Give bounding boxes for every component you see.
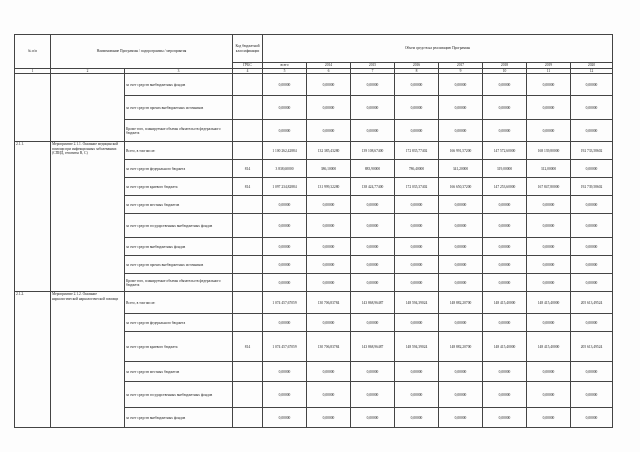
- amount-cell: 0,00000: [439, 362, 483, 382]
- amount-cell: 148 415,40000: [527, 292, 571, 314]
- amount-cell: 0,00000: [483, 238, 527, 256]
- amount-cell: 0,00000: [395, 362, 439, 382]
- funding-source-label: за счет средств государственных внебюджетных фондов: [125, 214, 233, 238]
- table-body: [15, 74, 613, 428]
- amount-cell: 0,00000: [439, 120, 483, 142]
- amount-cell: 130 706,83784: [307, 332, 351, 362]
- amount-cell: 0,00000: [483, 120, 527, 142]
- amount-cell: 0,00000: [483, 256, 527, 274]
- amount-cell: 0,00000: [351, 74, 395, 96]
- funding-source-label: за счет средств внебюджетных фондов: [125, 238, 233, 256]
- amount-cell: 147 572,60000: [483, 142, 527, 160]
- table-row: [15, 74, 613, 96]
- amount-cell: 0,00000: [527, 362, 571, 382]
- amount-cell: 1 074 457,67059: [263, 332, 307, 362]
- item-number: 2.1.1.: [15, 142, 51, 292]
- header-name: Наименование Программы / подпрограммы / мероприятия: [51, 35, 233, 69]
- amount-cell: 0,00000: [263, 214, 307, 238]
- amount-cell: 0,00000: [527, 238, 571, 256]
- amount-cell: 172 835,77402: [395, 142, 439, 160]
- amount-cell: 0,00000: [527, 382, 571, 408]
- funding-source-label: за счет средств внебюджетных фондов: [125, 74, 233, 96]
- amount-cell: 0,00000: [307, 120, 351, 142]
- amount-cell: 0,00000: [439, 196, 483, 214]
- amount-cell: 1 100 262,42884: [263, 142, 307, 160]
- amount-cell: 0,00000: [439, 408, 483, 428]
- amount-cell: 0,00000: [439, 314, 483, 332]
- col-number: 4: [233, 69, 263, 74]
- col-number: 6: [307, 69, 351, 74]
- grbs-code: [233, 314, 263, 332]
- amount-cell: 0,00000: [527, 314, 571, 332]
- amount-cell: 167 847,80000: [527, 178, 571, 196]
- amount-cell: 0,00000: [395, 214, 439, 238]
- amount-cell: 148 594,39024: [395, 332, 439, 362]
- amount-cell: 0,00000: [439, 382, 483, 408]
- amount-cell: 192 733,58602: [571, 142, 613, 160]
- col-number: 7: [351, 69, 395, 74]
- grbs-code: [233, 196, 263, 214]
- amount-cell: 0,00000: [571, 362, 613, 382]
- grbs-code: 814: [233, 160, 263, 178]
- amount-cell: 786,40000: [395, 160, 439, 178]
- amount-cell: 0,00000: [483, 196, 527, 214]
- amount-cell: 0,00000: [307, 408, 351, 428]
- amount-cell: 0,00000: [483, 382, 527, 408]
- col-number: 12: [571, 69, 613, 74]
- amount-cell: 0,00000: [307, 96, 351, 120]
- amount-cell: 0,00000: [263, 74, 307, 96]
- header-year: 2015: [351, 63, 395, 69]
- amount-cell: 0,00000: [351, 238, 395, 256]
- amount-cell: 0,00000: [527, 256, 571, 274]
- amount-cell: 0,00000: [439, 238, 483, 256]
- amount-cell: 147 253,60000: [483, 178, 527, 196]
- amount-cell: 0,00000: [351, 362, 395, 382]
- amount-cell: 3 838,60000: [263, 160, 307, 178]
- grbs-code: [233, 362, 263, 382]
- amount-cell: 0,00000: [483, 96, 527, 120]
- amount-cell: 1 074 457,67059: [263, 292, 307, 314]
- amount-cell: 172 035,37402: [395, 178, 439, 196]
- col-number: 2: [51, 69, 125, 74]
- header-year: 2017: [439, 63, 483, 69]
- header-budget-code: Код бюджетной классификации: [233, 35, 263, 63]
- amount-cell: 0,00000: [307, 238, 351, 256]
- amount-cell: 148 415,40000: [483, 292, 527, 314]
- grbs-code: [233, 292, 263, 314]
- amount-cell: 0,00000: [263, 96, 307, 120]
- amount-cell: 0,00000: [263, 408, 307, 428]
- amount-cell: 0,00000: [439, 214, 483, 238]
- amount-cell: 0,00000: [571, 120, 613, 142]
- amount-cell: 0,00000: [351, 96, 395, 120]
- amount-cell: 148 594,39024: [395, 292, 439, 314]
- grbs-code: 814: [233, 332, 263, 362]
- item-name: Мероприятие 2.1.1. Оказание медицинской помощи при инфекционных заболеваниях (СПИД, гепатиты В, С): [51, 142, 125, 292]
- col-number: 9: [439, 69, 483, 74]
- amount-cell: 168 139,80000: [527, 142, 571, 160]
- header-grbs: ГРБС: [233, 63, 263, 69]
- amount-cell: 205 613,49524: [571, 332, 613, 362]
- grbs-code: 814: [233, 178, 263, 196]
- amount-cell: 0,00000: [527, 408, 571, 428]
- funding-source-label: Кроме того, планируемые объемы обязательств федерального бюджета: [125, 120, 233, 142]
- amount-cell: 0,00000: [395, 238, 439, 256]
- amount-cell: 166 991,57200: [439, 142, 483, 160]
- amount-cell: 0,00000: [351, 256, 395, 274]
- grbs-code: [233, 274, 263, 292]
- amount-cell: 0,00000: [439, 274, 483, 292]
- table-row: [15, 142, 613, 160]
- funding-source-label: Всего, в том числе:: [125, 292, 233, 314]
- amount-cell: 138 424,77400: [351, 178, 395, 196]
- col-number: 3: [125, 69, 233, 74]
- amount-cell: 0,00000: [395, 408, 439, 428]
- header-year: 2019: [527, 63, 571, 69]
- amount-cell: 883,90000: [351, 160, 395, 178]
- header-year: 2018: [483, 63, 527, 69]
- amount-cell: 148 415,40000: [527, 332, 571, 362]
- amount-cell: 148 882,20700: [439, 292, 483, 314]
- amount-cell: 0,00000: [527, 96, 571, 120]
- amount-cell: 131 999,32280: [307, 178, 351, 196]
- amount-cell: 0,00000: [483, 314, 527, 332]
- grbs-code: [233, 408, 263, 428]
- amount-cell: 205 613,49524: [571, 292, 613, 314]
- amount-cell: 0,00000: [571, 314, 613, 332]
- amount-cell: 0,00000: [263, 274, 307, 292]
- amount-cell: 0,00000: [395, 314, 439, 332]
- funding-source-label: Кроме того, планируемые объемы обязательств федерального бюджета: [125, 274, 233, 292]
- table-row: [15, 292, 613, 314]
- amount-cell: 0,00000: [439, 256, 483, 274]
- amount-cell: 0,00000: [571, 408, 613, 428]
- amount-cell: 143 868,96487: [351, 332, 395, 362]
- amount-cell: 0,00000: [351, 274, 395, 292]
- amount-cell: 0,00000: [527, 196, 571, 214]
- amount-cell: 0,00000: [527, 214, 571, 238]
- col-number: 8: [395, 69, 439, 74]
- header-volume: Объем средств на реализацию Программы: [263, 35, 613, 63]
- amount-cell: 0,00000: [263, 314, 307, 332]
- amount-cell: 0,00000: [263, 256, 307, 274]
- amount-cell: 0,00000: [439, 74, 483, 96]
- amount-cell: 0,00000: [395, 74, 439, 96]
- amount-cell: 0,00000: [571, 96, 613, 120]
- item-name: [51, 74, 125, 142]
- amount-cell: 0,00000: [263, 238, 307, 256]
- amount-cell: 0,00000: [439, 96, 483, 120]
- amount-cell: 0,00000: [263, 362, 307, 382]
- amount-cell: 0,00000: [263, 196, 307, 214]
- amount-cell: 0,00000: [395, 196, 439, 214]
- col-number: 1: [15, 69, 51, 74]
- amount-cell: 0,00000: [307, 314, 351, 332]
- amount-cell: 0,00000: [527, 274, 571, 292]
- funding-source-label: за счет средств прочих внебюджетных источников: [125, 256, 233, 274]
- grbs-code: [233, 214, 263, 238]
- funding-source-label: за счет средств краевого бюджета: [125, 178, 233, 196]
- amount-cell: 0,00000: [307, 256, 351, 274]
- amount-cell: 139 108,67400: [351, 142, 395, 160]
- amount-cell: 0,00000: [395, 120, 439, 142]
- grbs-code: [233, 382, 263, 408]
- amount-cell: 0,00000: [571, 214, 613, 238]
- header-year: 2016: [395, 63, 439, 69]
- amount-cell: 0,00000: [351, 120, 395, 142]
- amount-cell: 148 415,40000: [483, 332, 527, 362]
- amount-cell: 1 097 234,82884: [263, 178, 307, 196]
- amount-cell: 0,00000: [571, 274, 613, 292]
- amount-cell: 0,00000: [263, 120, 307, 142]
- amount-cell: 166 650,37200: [439, 178, 483, 196]
- amount-cell: 0,00000: [527, 120, 571, 142]
- amount-cell: 0,00000: [571, 196, 613, 214]
- funding-source-label: за счет средств государственных внебюджетных фондов: [125, 382, 233, 408]
- amount-cell: 0,00000: [483, 274, 527, 292]
- amount-cell: 0,00000: [307, 274, 351, 292]
- amount-cell: 0,00000: [527, 74, 571, 96]
- amount-cell: 0,00000: [307, 196, 351, 214]
- amount-cell: 0,00000: [395, 382, 439, 408]
- funding-source-label: за счет средств федерального бюджета: [125, 314, 233, 332]
- amount-cell: 0,00000: [351, 382, 395, 408]
- amount-cell: 0,00000: [351, 196, 395, 214]
- amount-cell: 148 882,20700: [439, 332, 483, 362]
- amount-cell: 0,00000: [307, 214, 351, 238]
- header-total: всего: [263, 63, 307, 69]
- item-number: 2.1.2.: [15, 292, 51, 428]
- amount-cell: 0,00000: [307, 74, 351, 96]
- amount-cell: 0,00000: [571, 160, 613, 178]
- amount-cell: 0,00000: [263, 382, 307, 408]
- funding-source-label: за счет средств федерального бюджета: [125, 160, 233, 178]
- amount-cell: 0,00000: [351, 314, 395, 332]
- header-no: № п/п: [15, 35, 51, 69]
- budget-table: [14, 34, 613, 428]
- grbs-code: [233, 74, 263, 96]
- amount-cell: 132 385,43280: [307, 142, 351, 160]
- funding-source-label: за счет средств прочих внебюджетных источников: [125, 96, 233, 120]
- grbs-code: [233, 256, 263, 274]
- amount-cell: 0,00000: [307, 382, 351, 408]
- item-name: Мероприятие 2.1.2. Оказание наркологической наркологической помощи: [51, 292, 125, 428]
- amount-cell: 0,00000: [483, 214, 527, 238]
- amount-cell: 0,00000: [307, 362, 351, 382]
- amount-cell: 341,20000: [439, 160, 483, 178]
- amount-cell: 0,00000: [395, 96, 439, 120]
- amount-cell: 386,10000: [307, 160, 351, 178]
- header-year: 2014: [307, 63, 351, 69]
- amount-cell: 0,00000: [483, 408, 527, 428]
- item-number: [15, 74, 51, 142]
- amount-cell: 0,00000: [571, 256, 613, 274]
- grbs-code: [233, 238, 263, 256]
- amount-cell: 0,00000: [351, 214, 395, 238]
- funding-source-label: за счет средств местных бюджетов: [125, 196, 233, 214]
- amount-cell: 192 739,58602: [571, 178, 613, 196]
- funding-source-label: за счет средств краевого бюджета: [125, 332, 233, 362]
- col-number: 5: [263, 69, 307, 74]
- amount-cell: 319,00000: [483, 160, 527, 178]
- amount-cell: 0,00000: [571, 382, 613, 408]
- amount-cell: 0,00000: [571, 238, 613, 256]
- amount-cell: 143 868,96487: [351, 292, 395, 314]
- col-number: 10: [483, 69, 527, 74]
- amount-cell: 312,00000: [527, 160, 571, 178]
- amount-cell: 0,00000: [351, 408, 395, 428]
- grbs-code: [233, 142, 263, 160]
- grbs-code: [233, 120, 263, 142]
- header-year: 2020: [571, 63, 613, 69]
- grbs-code: [233, 96, 263, 120]
- amount-cell: 0,00000: [483, 362, 527, 382]
- amount-cell: 0,00000: [483, 74, 527, 96]
- funding-source-label: за счет средств внебюджетных фондов: [125, 408, 233, 428]
- amount-cell: 0,00000: [571, 74, 613, 96]
- col-number: 11: [527, 69, 571, 74]
- amount-cell: 130 706,83784: [307, 292, 351, 314]
- amount-cell: 0,00000: [395, 274, 439, 292]
- funding-source-label: Всего, в том числе:: [125, 142, 233, 160]
- funding-source-label: за счет средств местных бюджетов: [125, 362, 233, 382]
- amount-cell: 0,00000: [395, 256, 439, 274]
